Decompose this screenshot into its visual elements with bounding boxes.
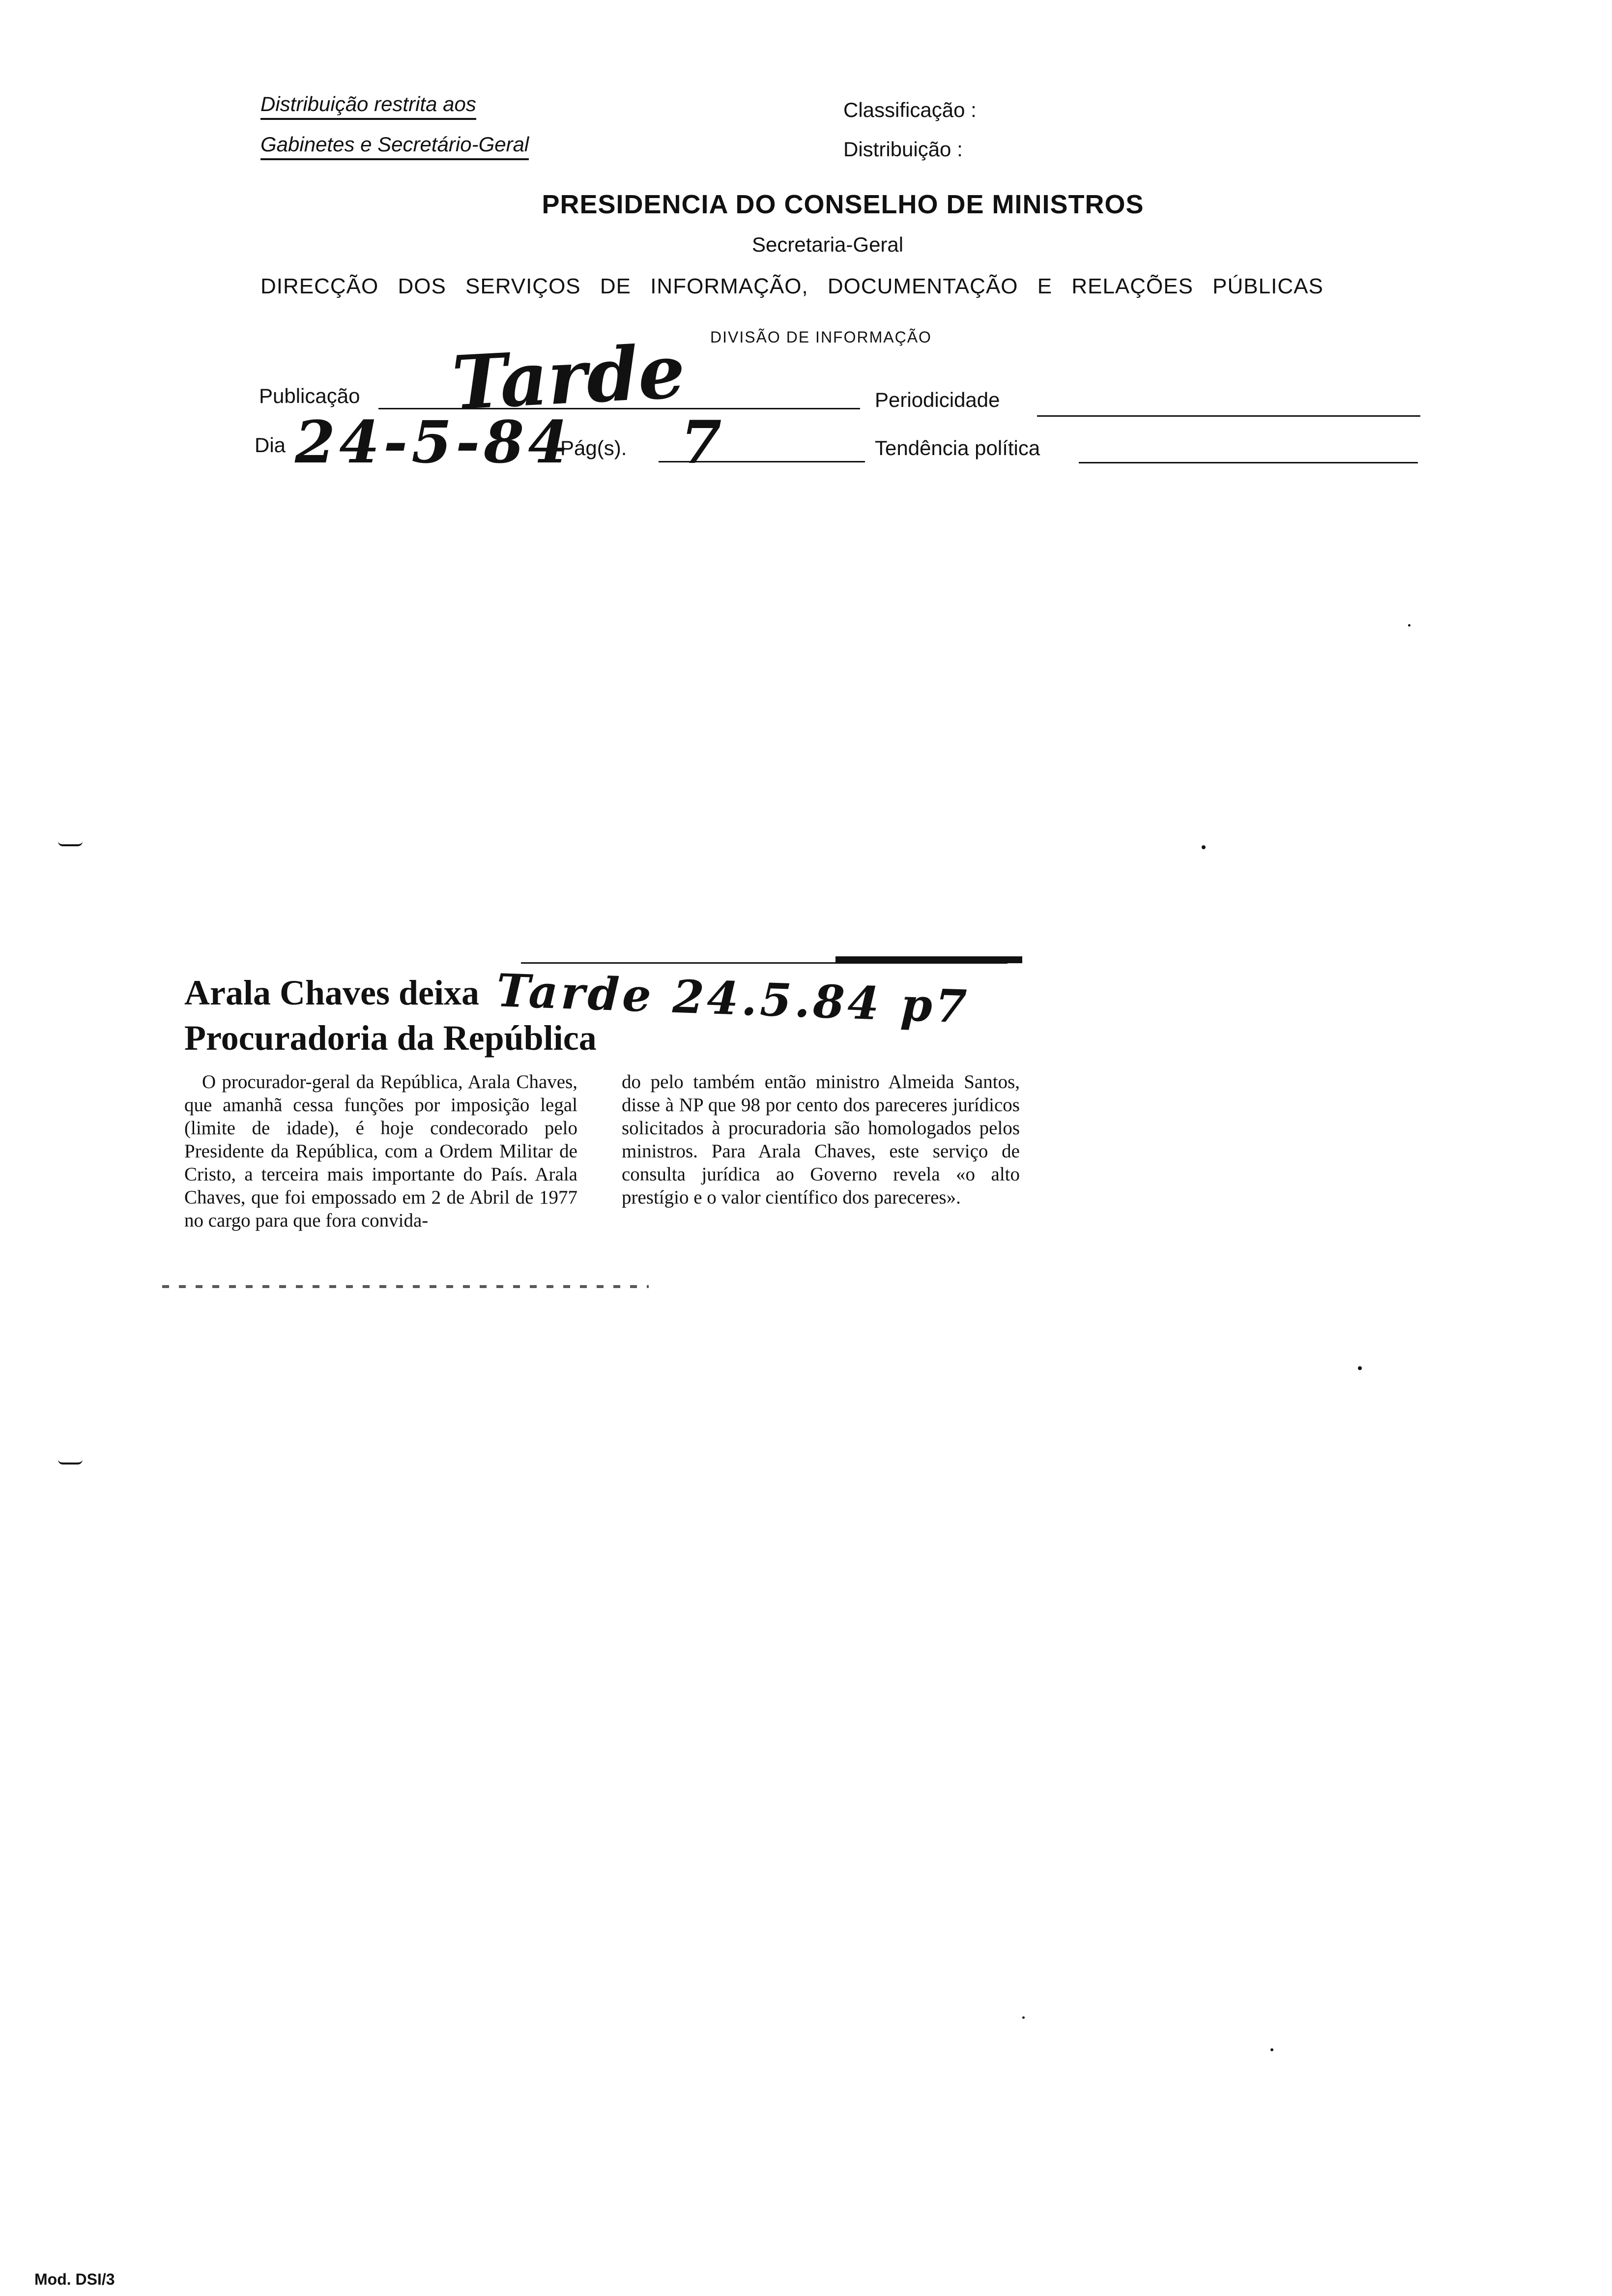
- dia-label: Dia: [255, 433, 286, 457]
- restriction-line-1: Distribuição restrita aos: [260, 92, 476, 120]
- form-code: Mod. DSI/3: [34, 2270, 115, 2288]
- article-paragraph-1: O procurador-geral da República, Arala Chaves, que amanhã cessa funções por imposição legal (limite de idade), é hoje condecorado pelo Presidente da República, com a Ordem Militar de Cristo, a terceira mais importante do País. Arala Chaves, que foi empossado em 2 de Abril de 1977 no cargo para que fora convida-: [184, 1071, 577, 1231]
- scan-speck: [1202, 845, 1206, 849]
- pags-handwritten: 7: [681, 408, 722, 477]
- scan-speck: [1270, 2048, 1273, 2051]
- division-line: DIVISÃO DE INFORMAÇÃO: [710, 328, 932, 346]
- punch-mark-top: [58, 841, 83, 846]
- tendencia-label: Tendência política: [875, 436, 1040, 459]
- clipping-bottom-fragment: [162, 1285, 649, 1288]
- restriction-line-2: Gabinetes e Secretário-Geral: [260, 133, 529, 160]
- page-title: PRESIDENCIA DO CONSELHO DE MINISTROS: [542, 190, 1144, 219]
- article-column-2: [622, 1070, 1020, 1209]
- publicacao-label: Publicação: [259, 384, 360, 407]
- tendencia-line: [1079, 462, 1418, 463]
- restriction-notice: [260, 92, 604, 160]
- clipping-top-rule-thick: [835, 956, 1022, 963]
- punch-mark-bottom: [58, 1460, 83, 1464]
- publicacao-handwritten: Tarde: [450, 328, 688, 427]
- page-subtitle: Secretaria-Geral: [752, 233, 904, 256]
- directorate-line: DIRECÇÃO DOS SERVIÇOS DE INFORMAÇÃO, DOCUMENTAÇÃO E RELAÇÕES PÚBLICAS: [260, 274, 1324, 298]
- headline-line-2: Procuradoria da República: [184, 1018, 597, 1058]
- headline-line-1: Arala Chaves deixa: [184, 973, 479, 1012]
- clipping-handwritten-note: Tarde 24.5.84 p7: [495, 964, 971, 1033]
- article-paragraph-2: do pelo também então ministro Almeida Santos, disse à NP que 98 por cento dos pareceres jurídicos solicitados à procuradoria são homologados pelos ministros. Para Arala Chaves, este serviço de consulta jurídica ao Governo revela «o alto prestígio e o valor científico dos pareceres».: [622, 1071, 1020, 1208]
- distribuicao-label: Distribuição :: [843, 138, 963, 161]
- dia-handwritten: 24-5-84: [295, 408, 573, 476]
- periodicidade-line: [1037, 415, 1420, 417]
- scan-speck: [1408, 624, 1410, 627]
- periodicidade-label: Periodicidade: [875, 388, 1000, 411]
- scan-speck: [1358, 1366, 1362, 1370]
- scan-speck: [1022, 2016, 1025, 2019]
- article-column-1: [184, 1070, 577, 1232]
- classificacao-label: Classificação :: [843, 98, 977, 121]
- pags-label: Pág(s).: [560, 436, 627, 459]
